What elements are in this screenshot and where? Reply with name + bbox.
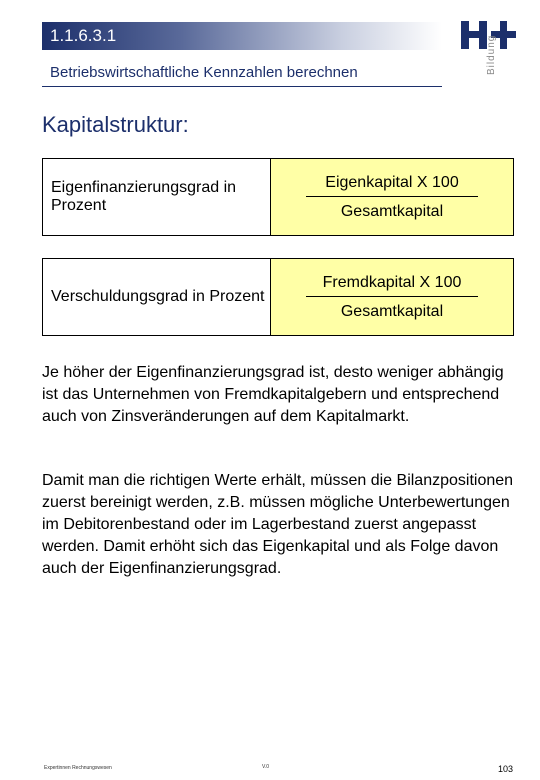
formula-label: Verschuldungsgrad in Prozent bbox=[43, 259, 271, 335]
page-number: 103 bbox=[498, 764, 514, 774]
logo-subtext: Bildung bbox=[486, 34, 497, 75]
formula-fraction bbox=[271, 159, 513, 235]
footer-course-name: Expertinnen Rechnungswesen bbox=[44, 765, 112, 771]
formula-numerator: Fremdkapital X 100 bbox=[306, 274, 478, 297]
page-title: Kapitalstruktur: bbox=[42, 112, 189, 137]
chapter-subtitle: Betriebswirtschaftliche Kennzahlen berechnen bbox=[50, 64, 358, 81]
footer-version: V.0 bbox=[262, 764, 270, 770]
formula-box-debt-ratio bbox=[42, 258, 514, 336]
body-paragraph: Je höher der Eigenfinanzierungsgrad ist, desto weniger abhängig ist das Unternehmen von Fremdkapitalgebern und entsprechend auch von Zinsveränderungen auf dem Kapitalmarkt. bbox=[42, 364, 504, 425]
formula-box-equity-ratio bbox=[42, 158, 514, 236]
body-paragraph: Damit man die richtigen Werte erhält, müssen die Bilanzpositionen zuerst bereinigt werden, z.B. müssen mögliche Unterbewertungen im Debitorenbestand oder im Lagerbestand zuerst angepasst werden. Damit erhöht sich das Eigenkapital und als Folge davon auch der Eigenfinanzierungsgrad. bbox=[42, 472, 514, 577]
formula-label: Eigenfinanzierungsgrad in Prozent bbox=[43, 159, 271, 235]
formula-fraction bbox=[271, 259, 513, 335]
formula-numerator: Eigenkapital X 100 bbox=[306, 174, 478, 197]
formula-denominator: Gesamtkapital bbox=[340, 202, 444, 220]
header-divider bbox=[42, 86, 442, 87]
section-number: 1.1.6.3.1 bbox=[50, 26, 117, 45]
formula-denominator: Gesamtkapital bbox=[340, 302, 444, 320]
